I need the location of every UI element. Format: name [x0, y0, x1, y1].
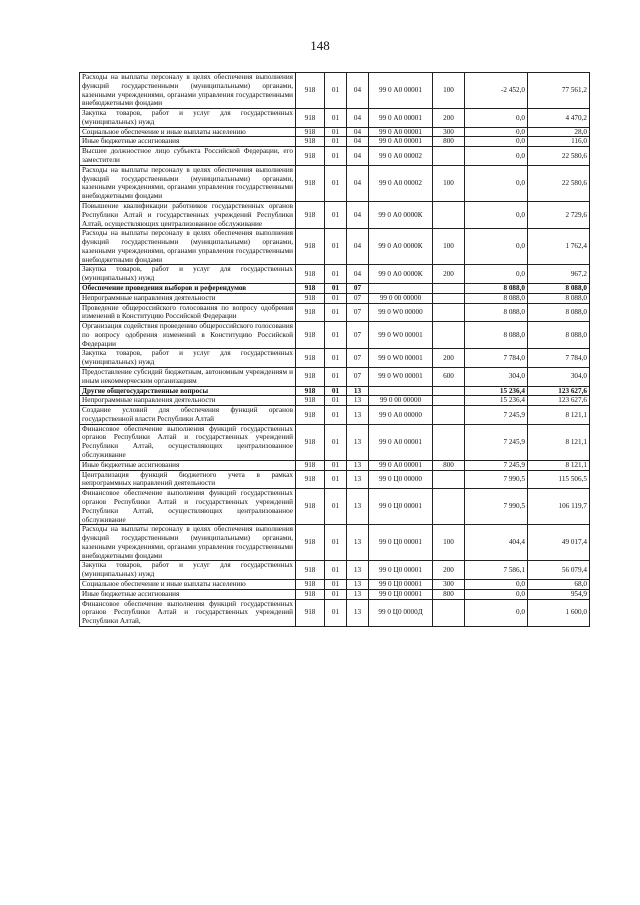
row-sum-total: 8 121,1 [528, 406, 590, 425]
row-name: Повышение квалификации работников государственных органов Республики Алтай и государственных учреждений Республики Алтай, осуществляющих централизованное обслуживание [80, 201, 296, 228]
row-target-article: 99 0 А0 0000К [369, 201, 433, 228]
row-section: 01 [325, 265, 347, 284]
row-grbs: 918 [296, 137, 325, 147]
row-sum-change: 0,0 [465, 109, 528, 128]
row-name: Организация содействия проведению общероссийского голосования по вопросу одобрения изменений в Конституцию Российской Федерации [80, 322, 296, 349]
row-target-article: 99 0 А0 00000 [369, 406, 433, 425]
row-expense-type [433, 201, 465, 228]
row-subsection: 13 [347, 589, 369, 599]
row-target-article: 99 0 А0 00001 [369, 460, 433, 470]
row-expense-type: 200 [433, 561, 465, 580]
row-subsection: 04 [347, 73, 369, 109]
row-subsection: 13 [347, 561, 369, 580]
row-subsection: 13 [347, 489, 369, 525]
row-subsection: 07 [347, 349, 369, 368]
row-sum-total: 8 088,0 [528, 283, 590, 293]
row-sum-change: 7 245,9 [465, 406, 528, 425]
row-sum-change: 8 088,0 [465, 303, 528, 322]
row-name: Финансовое обеспечение выполнения функций государственных органов Республики Алтай и государственных учреждений Республики Алтай, [80, 599, 296, 626]
row-target-article: 99 0 А0 0000К [369, 229, 433, 265]
row-target-article: 99 0 А0 0000К [369, 265, 433, 284]
row-subsection: 13 [347, 579, 369, 589]
row-sum-total: 56 079,4 [528, 561, 590, 580]
row-sum-total: 304,0 [528, 368, 590, 387]
row-sum-change: 7 990,5 [465, 489, 528, 525]
row-expense-type [433, 489, 465, 525]
row-section: 01 [325, 229, 347, 265]
budget-table-body [80, 73, 590, 627]
row-expense-type [433, 283, 465, 293]
row-grbs: 918 [296, 525, 325, 561]
row-section: 01 [325, 489, 347, 525]
row-expense-type [433, 470, 465, 489]
row-subsection: 13 [347, 525, 369, 561]
row-subsection: 07 [347, 368, 369, 387]
row-section: 01 [325, 561, 347, 580]
row-subsection: 04 [347, 137, 369, 147]
row-grbs: 918 [296, 229, 325, 265]
row-name: Другие общегосударственные вопросы [80, 386, 296, 396]
row-sum-change: 15 236,4 [465, 386, 528, 396]
row-target-article: 99 0 Ц0 00001 [369, 561, 433, 580]
table-row [80, 201, 590, 228]
row-expense-type [433, 293, 465, 303]
row-name: Расходы на выплаты персоналу в целях обеспечения выполнения функций государственными (муниципальными) органами, казенными учреждениями, органами управления государственными внебюджетными фондами [80, 165, 296, 201]
row-expense-type: 300 [433, 579, 465, 589]
row-sum-total: 4 470,2 [528, 109, 590, 128]
table-row [80, 322, 590, 349]
row-target-article: 99 0 W0 00000 [369, 303, 433, 322]
row-section: 01 [325, 579, 347, 589]
row-grbs: 918 [296, 265, 325, 284]
row-sum-total: 49 017,4 [528, 525, 590, 561]
row-grbs: 918 [296, 293, 325, 303]
row-section: 01 [325, 349, 347, 368]
row-grbs: 918 [296, 424, 325, 460]
table-row [80, 303, 590, 322]
table-row [80, 489, 590, 525]
row-sum-total: 68,0 [528, 579, 590, 589]
row-section: 01 [325, 470, 347, 489]
row-sum-total: 954,9 [528, 589, 590, 599]
row-grbs: 918 [296, 127, 325, 137]
table-row [80, 424, 590, 460]
row-grbs: 918 [296, 283, 325, 293]
row-target-article [369, 283, 433, 293]
row-sum-change: 7 586,1 [465, 561, 528, 580]
row-grbs: 918 [296, 561, 325, 580]
row-sum-total: 1 600,0 [528, 599, 590, 626]
row-target-article: 99 0 W0 00001 [369, 349, 433, 368]
row-subsection: 13 [347, 386, 369, 396]
table-row [80, 147, 590, 166]
row-name: Закупка товаров, работ и услуг для государственных (муниципальных) нужд [80, 109, 296, 128]
row-name: Непрограммные направления деятельности [80, 396, 296, 406]
row-subsection: 13 [347, 470, 369, 489]
row-target-article: 99 0 W0 00001 [369, 368, 433, 387]
row-expense-type: 200 [433, 349, 465, 368]
table-row [80, 283, 590, 293]
row-grbs: 918 [296, 349, 325, 368]
row-grbs: 918 [296, 386, 325, 396]
row-section: 01 [325, 127, 347, 137]
row-expense-type [433, 147, 465, 166]
row-sum-total: 8 088,0 [528, 303, 590, 322]
row-expense-type: 200 [433, 109, 465, 128]
row-subsection: 13 [347, 460, 369, 470]
row-expense-type: 200 [433, 265, 465, 284]
row-grbs: 918 [296, 165, 325, 201]
row-name: Социальное обеспечение и иные выплаты населению [80, 579, 296, 589]
row-name: Расходы на выплаты персоналу в целях обеспечения выполнения функций государственными (муниципальными) органами, казенными учреждениями, органами управления государственными внебюджетными фондами [80, 73, 296, 109]
row-sum-total: 8 088,0 [528, 293, 590, 303]
row-sum-change: 7 990,5 [465, 470, 528, 489]
row-sum-change: 0,0 [465, 147, 528, 166]
row-name: Закупка товаров, работ и услуг для государственных (муниципальных) нужд [80, 265, 296, 284]
row-target-article: 99 0 А0 00001 [369, 73, 433, 109]
row-expense-type: 800 [433, 460, 465, 470]
row-name: Иные бюджетные ассигнования [80, 589, 296, 599]
row-target-article: 99 0 Ц0 00001 [369, 589, 433, 599]
row-name: Создание условий для обеспечения функций органов государственной власти Республики Алтай [80, 406, 296, 425]
row-name: Непрограммные направления деятельности [80, 293, 296, 303]
row-target-article [369, 386, 433, 396]
row-section: 01 [325, 201, 347, 228]
row-name: Финансовое обеспечение выполнения функций государственных органов Республики Алтай и государственных учреждений Республики Алтай, осуществляющих централизованное обслуживание [80, 489, 296, 525]
row-grbs: 918 [296, 470, 325, 489]
row-name: Централизация функций бюджетного учета в рамках непрограммных направлений деятельности [80, 470, 296, 489]
row-target-article: 99 0 00 00000 [369, 293, 433, 303]
row-sum-change: 0,0 [465, 265, 528, 284]
row-target-article: 99 0 Ц0 0000Д [369, 599, 433, 626]
row-name: Обеспечение проведения выборов и референдумов [80, 283, 296, 293]
row-sum-total: 115 506,5 [528, 470, 590, 489]
row-sum-change: 8 088,0 [465, 283, 528, 293]
row-section: 01 [325, 396, 347, 406]
row-sum-change: 0,0 [465, 127, 528, 137]
row-grbs: 918 [296, 201, 325, 228]
row-expense-type [433, 322, 465, 349]
row-sum-change: 7 245,9 [465, 424, 528, 460]
row-expense-type: 300 [433, 127, 465, 137]
row-sum-total: 123 627,6 [528, 386, 590, 396]
row-target-article: 99 0 Ц0 00001 [369, 579, 433, 589]
row-section: 01 [325, 589, 347, 599]
table-row [80, 293, 590, 303]
row-expense-type: 100 [433, 525, 465, 561]
row-name: Закупка товаров, работ и услуг для государственных (муниципальных) нужд [80, 349, 296, 368]
row-sum-change: 0,0 [465, 599, 528, 626]
row-sum-change: 0,0 [465, 137, 528, 147]
row-name: Иные бюджетные ассигнования [80, 137, 296, 147]
table-row [80, 525, 590, 561]
table-row [80, 599, 590, 626]
row-grbs: 918 [296, 406, 325, 425]
row-subsection: 04 [347, 201, 369, 228]
row-sum-change: 0,0 [465, 579, 528, 589]
row-target-article: 99 0 А0 00001 [369, 137, 433, 147]
row-grbs: 918 [296, 460, 325, 470]
row-subsection: 04 [347, 147, 369, 166]
table-row [80, 561, 590, 580]
table-row [80, 406, 590, 425]
row-section: 01 [325, 293, 347, 303]
table-row [80, 386, 590, 396]
row-subsection: 04 [347, 229, 369, 265]
row-sum-total: 8 121,1 [528, 460, 590, 470]
row-sum-change: 0,0 [465, 589, 528, 599]
row-sum-change: 0,0 [465, 165, 528, 201]
row-section: 01 [325, 406, 347, 425]
row-sum-change: 7 784,0 [465, 349, 528, 368]
table-row [80, 137, 590, 147]
row-section: 01 [325, 525, 347, 561]
row-sum-total: 2 729,6 [528, 201, 590, 228]
row-expense-type [433, 386, 465, 396]
row-section: 01 [325, 283, 347, 293]
row-name: Расходы на выплаты персоналу в целях обеспечения выполнения функций государственными (муниципальными) органами, казенными учреждениями, органами управления государственными внебюджетными фондами [80, 525, 296, 561]
row-grbs: 918 [296, 109, 325, 128]
row-target-article: 99 0 Ц0 00000 [369, 470, 433, 489]
row-section: 01 [325, 165, 347, 201]
row-target-article: 99 0 А0 00002 [369, 165, 433, 201]
row-name: Социальное обеспечение и иные выплаты населению [80, 127, 296, 137]
row-expense-type: 100 [433, 229, 465, 265]
table-row [80, 470, 590, 489]
row-grbs: 918 [296, 579, 325, 589]
table-row [80, 73, 590, 109]
row-name: Высшее должностное лицо субъекта Российской Федерации, его заместители [80, 147, 296, 166]
row-subsection: 07 [347, 322, 369, 349]
row-subsection: 04 [347, 109, 369, 128]
table-row [80, 368, 590, 387]
row-subsection: 13 [347, 406, 369, 425]
row-grbs: 918 [296, 589, 325, 599]
row-section: 01 [325, 137, 347, 147]
row-subsection: 04 [347, 265, 369, 284]
row-name: Иные бюджетные ассигнования [80, 460, 296, 470]
row-grbs: 918 [296, 322, 325, 349]
row-subsection: 13 [347, 599, 369, 626]
row-expense-type: 600 [433, 368, 465, 387]
row-grbs: 918 [296, 396, 325, 406]
row-sum-change: 0,0 [465, 229, 528, 265]
row-sum-total: 22 580,6 [528, 165, 590, 201]
row-sum-total: 116,0 [528, 137, 590, 147]
row-subsection: 04 [347, 127, 369, 137]
table-row [80, 349, 590, 368]
row-sum-total: 77 561,2 [528, 73, 590, 109]
row-name: Расходы на выплаты персоналу в целях обеспечения выполнения функций государственными (муниципальными) органами, казенными учреждениями, органами управления государственными внебюджетными фондами [80, 229, 296, 265]
row-sum-change: 15 236,4 [465, 396, 528, 406]
row-expense-type: 800 [433, 137, 465, 147]
row-section: 01 [325, 303, 347, 322]
row-subsection: 13 [347, 396, 369, 406]
row-section: 01 [325, 147, 347, 166]
row-sum-change: 304,0 [465, 368, 528, 387]
row-grbs: 918 [296, 368, 325, 387]
row-sum-total: 28,0 [528, 127, 590, 137]
row-expense-type: 100 [433, 73, 465, 109]
table-row [80, 265, 590, 284]
table-row [80, 109, 590, 128]
row-target-article: 99 0 А0 00002 [369, 147, 433, 166]
row-sum-change: 0,0 [465, 201, 528, 228]
row-sum-total: 22 580,6 [528, 147, 590, 166]
row-sum-total: 7 784,0 [528, 349, 590, 368]
row-grbs: 918 [296, 599, 325, 626]
page-number: 148 [310, 38, 330, 53]
row-section: 01 [325, 424, 347, 460]
row-section: 01 [325, 386, 347, 396]
row-expense-type [433, 424, 465, 460]
row-section: 01 [325, 73, 347, 109]
row-section: 01 [325, 109, 347, 128]
row-expense-type [433, 599, 465, 626]
row-expense-type [433, 396, 465, 406]
row-name: Предоставление субсидий бюджетным, автономным учреждениям и иным некоммерческим организациям [80, 368, 296, 387]
row-target-article: 99 0 А0 00001 [369, 109, 433, 128]
row-grbs: 918 [296, 303, 325, 322]
row-section: 01 [325, 322, 347, 349]
row-expense-type [433, 303, 465, 322]
row-grbs: 918 [296, 489, 325, 525]
row-grbs: 918 [296, 73, 325, 109]
row-sum-total: 967,2 [528, 265, 590, 284]
row-sum-total: 1 762,4 [528, 229, 590, 265]
row-target-article: 99 0 Ц0 00001 [369, 489, 433, 525]
table-row [80, 460, 590, 470]
row-sum-change: -2 452,0 [465, 73, 528, 109]
table-row [80, 165, 590, 201]
row-expense-type: 100 [433, 165, 465, 201]
row-subsection: 07 [347, 293, 369, 303]
row-subsection: 07 [347, 283, 369, 293]
row-sum-change: 8 088,0 [465, 293, 528, 303]
table-row [80, 589, 590, 599]
row-name: Проведение общероссийского голосования по вопросу одобрения изменений в Конституцию Российской Федерации [80, 303, 296, 322]
row-section: 01 [325, 368, 347, 387]
row-sum-total: 123 627,6 [528, 396, 590, 406]
table-row [80, 229, 590, 265]
row-subsection: 04 [347, 165, 369, 201]
row-sum-total: 8 088,0 [528, 322, 590, 349]
row-target-article: 99 0 Ц0 00001 [369, 525, 433, 561]
row-subsection: 07 [347, 303, 369, 322]
row-name: Закупка товаров, работ и услуг для государственных (муниципальных) нужд [80, 561, 296, 580]
row-expense-type [433, 406, 465, 425]
row-target-article: 99 0 W0 00001 [369, 322, 433, 349]
row-grbs: 918 [296, 147, 325, 166]
row-sum-change: 404,4 [465, 525, 528, 561]
row-sum-change: 7 245,9 [465, 460, 528, 470]
row-sum-total: 106 119,7 [528, 489, 590, 525]
budget-table [79, 72, 590, 627]
row-target-article: 99 0 А0 00001 [369, 127, 433, 137]
row-target-article: 99 0 00 00000 [369, 396, 433, 406]
row-sum-total: 8 121,1 [528, 424, 590, 460]
row-section: 01 [325, 599, 347, 626]
table-row [80, 127, 590, 137]
row-sum-change: 8 088,0 [465, 322, 528, 349]
table-row [80, 396, 590, 406]
row-target-article: 99 0 А0 00001 [369, 424, 433, 460]
row-name: Финансовое обеспечение выполнения функций государственных органов Республики Алтай и государственных учреждений Республики Алтай, осуществляющих централизованное обслуживание [80, 424, 296, 460]
row-section: 01 [325, 460, 347, 470]
row-expense-type: 800 [433, 589, 465, 599]
table-row [80, 579, 590, 589]
row-subsection: 13 [347, 424, 369, 460]
